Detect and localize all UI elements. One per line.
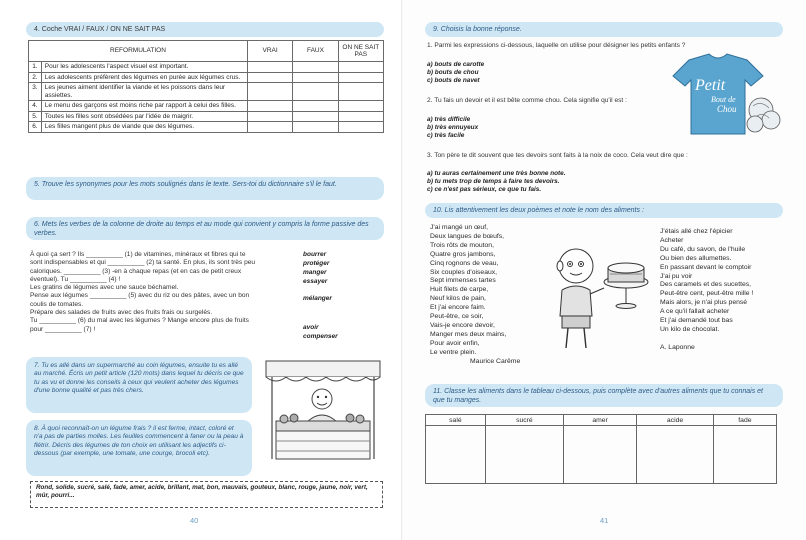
exercise-6-line: Prépare des salades de fruits avec des fruits frais ou surgelés.: [30, 309, 213, 317]
exercise-6-line: sont indispensables et qui __________ (2) ta santé. En plus, ils sont très peu: [30, 259, 256, 267]
header-amer: amer: [564, 415, 637, 426]
row-statement: Les jeunes aiment identifier la viande et les poissons dans leur assiettes.: [41, 83, 247, 101]
poem-1-author: Maurice Carême: [470, 357, 521, 365]
poem-line: Peut-être, ce soir,: [430, 313, 484, 321]
verb-avoir: avoir: [303, 324, 319, 331]
header-reformulation: REFORMULATION: [29, 41, 248, 62]
poem-line: En passant devant le comptoir: [660, 263, 752, 271]
header-sale: salé: [426, 415, 486, 426]
poem-line: Mais alors, je n'ai plus pensé: [660, 299, 748, 307]
poem-line: Quatre gros jambons,: [430, 250, 496, 258]
verb-bourrer: bourrer: [303, 251, 327, 258]
row-number: 6.: [29, 122, 42, 133]
table-row: [29, 72, 384, 83]
checkbox-faux-2[interactable]: [293, 72, 338, 83]
poem-line: Des caramels et des sucettes,: [660, 281, 752, 289]
exercise-6-line: Pense aux légumes __________ (5) avec du riz ou des pâtes, avec un bon: [30, 292, 250, 300]
exercise-6-line: éventuel). Tu __________ (4) !: [30, 275, 121, 283]
exercise-6-line: pour __________ (7) !: [30, 325, 96, 333]
question-1: 1. Parmi les expressions ci-dessous, laquelle on utilise pour désigner les petits enfants ?: [427, 42, 686, 49]
answer-option[interactable]: c) bouts de navet: [427, 76, 480, 84]
poem-line: Sept immenses tartes: [430, 277, 496, 285]
answer-option[interactable]: b) très ennuyeux: [427, 123, 479, 131]
checkbox-nsp-6[interactable]: [338, 122, 383, 133]
header-vrai: VRAI: [247, 41, 292, 62]
verb-melanger: mélanger: [303, 295, 332, 302]
header-faux: FAUX: [293, 41, 338, 62]
market-stall-illustration: [262, 357, 384, 465]
page-number-right: 41: [600, 516, 609, 525]
header-fade: fade: [713, 415, 776, 426]
table-row: [29, 122, 384, 133]
poem-line: Six couples d'oiseaux,: [430, 268, 498, 276]
t-shirt-illustration: [671, 50, 781, 142]
table-row: [29, 62, 384, 73]
checkbox-vrai-4[interactable]: [247, 101, 292, 112]
exercise-6-line: Les gratins de légumes avec une sauce béchamel.: [30, 284, 179, 292]
adjective-word-list: Rond, solide, sucré, salé, fade, amer, acide, brillant, mat, bon, mauvais, gouteux, blanc, rouge, jaune, noir, vert, mûr, pourri...: [30, 481, 383, 508]
exercise-6-text: [30, 251, 290, 334]
verb-proteger: protéger: [303, 260, 330, 267]
cell-sucre[interactable]: [485, 426, 563, 484]
checkbox-faux-4[interactable]: [293, 101, 338, 112]
table-row: [29, 83, 384, 101]
answer-option[interactable]: b) bouts de chou: [427, 68, 479, 76]
checkbox-faux-6[interactable]: [293, 122, 338, 133]
exercise-6-line: coulis de tomates.: [30, 300, 84, 308]
checkbox-nsp-1[interactable]: [338, 62, 383, 73]
poem-line: Un kilo de chocolat.: [660, 325, 720, 333]
exercise-11-title: 11. Classe les aliments dans le tableau ci-dessous, puis complète avec d'autres aliments que tu connais et que tu manges.: [425, 384, 783, 407]
checkbox-nsp-4[interactable]: [338, 101, 383, 112]
poem-line: J'ai mangé un œuf,: [430, 224, 488, 231]
shirt-logo-text: Petit: [695, 77, 726, 94]
row-number: 1.: [29, 62, 42, 73]
table-header-row: [29, 41, 384, 62]
header-on-ne-sait-pas: ON NE SAIT PAS: [338, 41, 383, 62]
question-2: 2. Tu fais un devoir et il est bête comme chou. Cela signifie qu'il est :: [427, 97, 627, 104]
exercise-10-title: 10. Lis attentivement les deux poèmes et note le nom des aliments :: [425, 203, 783, 218]
row-statement: Toutes les filles sont obsédées par l'idée de maigrir.: [41, 111, 247, 122]
poem-line: Manger mes deux mains,: [430, 330, 507, 338]
poem-2: [660, 228, 753, 353]
poem-line: Pour avoir enfin,: [430, 339, 480, 347]
verb-manger: manger: [303, 269, 327, 276]
checkbox-nsp-5[interactable]: [338, 111, 383, 122]
row-statement: Les filles mangent plus de viande que des légumes.: [41, 122, 247, 133]
answer-option[interactable]: a) tu auras certainement une très bonne note.: [427, 170, 566, 177]
exercise-9-title: 9. Choisis la bonne réponse.: [425, 22, 783, 37]
checkbox-nsp-3[interactable]: [338, 83, 383, 101]
checkbox-faux-1[interactable]: [293, 62, 338, 73]
row-statement: Pour les adolescents l'aspect visuel est important.: [41, 62, 247, 73]
question-3: 3. Ton père te dit souvent que tes devoirs sont faits à la noix de coco. Cela veut dire que :: [427, 152, 688, 159]
exercise-5-title: 5. Trouve les synonymes pour les mots soulignés dans le texte. Sers-toi du dictionnaire s'il le faut.: [26, 177, 384, 200]
cell-amer[interactable]: [564, 426, 637, 484]
row-statement: Le menu des garçons est moins riche par rapport à celui des filles.: [41, 101, 247, 112]
poem-line: Du café, du savon, de l'huile: [660, 245, 746, 253]
poem-line: Neuf kilos de pain,: [430, 295, 486, 303]
poem-line: Vais-je encore devoir,: [430, 321, 495, 329]
exercise-4-title: 4. Coche VRAI / FAUX / ON NE SAIT PAS: [26, 22, 384, 37]
exercise-6-line: À quoi ça sert ? Ils __________ (1) de vitamines, minéraux et fibres qui te: [30, 251, 246, 258]
checkbox-faux-5[interactable]: [293, 111, 338, 122]
table-row: [29, 111, 384, 122]
food-classification-table: [425, 414, 777, 484]
poem-line: Deux langues de bœufs,: [430, 232, 505, 240]
poem-1: [430, 224, 520, 367]
row-statement: Les adolescents préfèrent des légumes en purée aux légumes crus.: [41, 72, 247, 83]
poem-line: A ce qu'il fallait acheter: [660, 308, 730, 316]
answer-option[interactable]: c) très facile: [427, 131, 465, 139]
answer-option[interactable]: c) ce n'est pas sérieux, ce que tu fais.: [427, 185, 542, 193]
poem-line: J'ai pu voir: [660, 272, 693, 280]
exercise-8-box: 8. À quoi reconnaît-on un légume frais ? il est ferme, intact, coloré et n'a pas de parties molles. Les feuilles commencent à faner ou la peau à flétrir. Décris des légumes de ton choix en utilisant les adjectifs ci-dessous (par exemple, une tomate, une courge, brocoli etc).: [26, 420, 252, 476]
page-number-left: 40: [190, 516, 199, 525]
poem-line: Peut-être cent, peut-être mille !: [660, 290, 754, 298]
poem-line: Et j'ai demandé tout bas: [660, 317, 733, 325]
poem-line: Acheter: [660, 236, 684, 244]
exercise-6-line: Tu __________ (6) du mal avec les légumes ? Mange encore plus de fruits: [30, 317, 249, 325]
exercise-6-title: 6. Mets les verbes de la colonne de droite au temps et au mode qui convient y compris la forme passive des verbes.: [26, 217, 384, 240]
poem-line: Le ventre plein.: [430, 348, 477, 356]
answer-option[interactable]: a) très difficile: [427, 116, 471, 123]
checkbox-vrai-2[interactable]: [247, 72, 292, 83]
exercise-6-line: caloriques. __________ (3) -en à chaque repas (et en cas de petit creux: [30, 267, 242, 275]
checkbox-vrai-6[interactable]: [247, 122, 292, 133]
row-number: 4.: [29, 101, 42, 112]
row-number: 2.: [29, 72, 42, 83]
cell-acide[interactable]: [637, 426, 714, 484]
boy-with-cake-illustration: [548, 244, 652, 354]
poem-line: J'étais allé chez l'épicier: [660, 228, 733, 235]
verb-essayer: essayer: [303, 278, 328, 285]
question-1-answers: [427, 61, 484, 84]
cell-fade[interactable]: [713, 426, 776, 484]
shirt-logo-subtext: Bout de: [711, 95, 736, 104]
table-row: [29, 101, 384, 112]
poem-line: Huit filets de carpe,: [430, 286, 489, 294]
row-number: 5.: [29, 111, 42, 122]
poem-line: Ou bien des allumettes.: [660, 254, 732, 262]
shirt-logo-subtext: Chou: [717, 104, 737, 114]
answer-option[interactable]: a) bouts de carotte: [427, 61, 485, 68]
true-false-table: [28, 40, 384, 133]
table-row: [426, 426, 777, 484]
question-3-answers: [427, 170, 566, 193]
row-number: 3.: [29, 83, 42, 101]
answer-option[interactable]: b) tu mets trop de temps à faire tes devoirs.: [427, 177, 560, 185]
question-2-answers: [427, 116, 478, 139]
exercise-7-box: 7. Tu es allé dans un supermarché au coin légumes, ensuite tu es allé au marché. Écris un petit article (120 mots) dans lequel tu décris ce que tu as vu et donne les conseils à ceux qui veulent acheter des légumes d'une bonne qualité et pas très chers.: [26, 357, 252, 413]
verb-compenser: compenser: [303, 333, 338, 340]
checkbox-faux-3[interactable]: [293, 83, 338, 101]
poem-2-author: A. Laponne: [660, 343, 695, 351]
poem-line: Trois rôts de mouton,: [430, 241, 494, 249]
checkbox-vrai-3[interactable]: [247, 83, 292, 101]
table-header-row: [426, 415, 777, 426]
poem-line: Et j'ai encore faim.: [430, 304, 486, 312]
checkbox-nsp-2[interactable]: [338, 72, 383, 83]
checkbox-vrai-5[interactable]: [247, 111, 292, 122]
header-acide: acide: [637, 415, 714, 426]
header-sucre: sucré: [485, 415, 563, 426]
checkbox-vrai-1[interactable]: [247, 62, 292, 73]
poem-line: Cinq rognons de veau,: [430, 259, 499, 267]
cell-sale[interactable]: [426, 426, 486, 484]
